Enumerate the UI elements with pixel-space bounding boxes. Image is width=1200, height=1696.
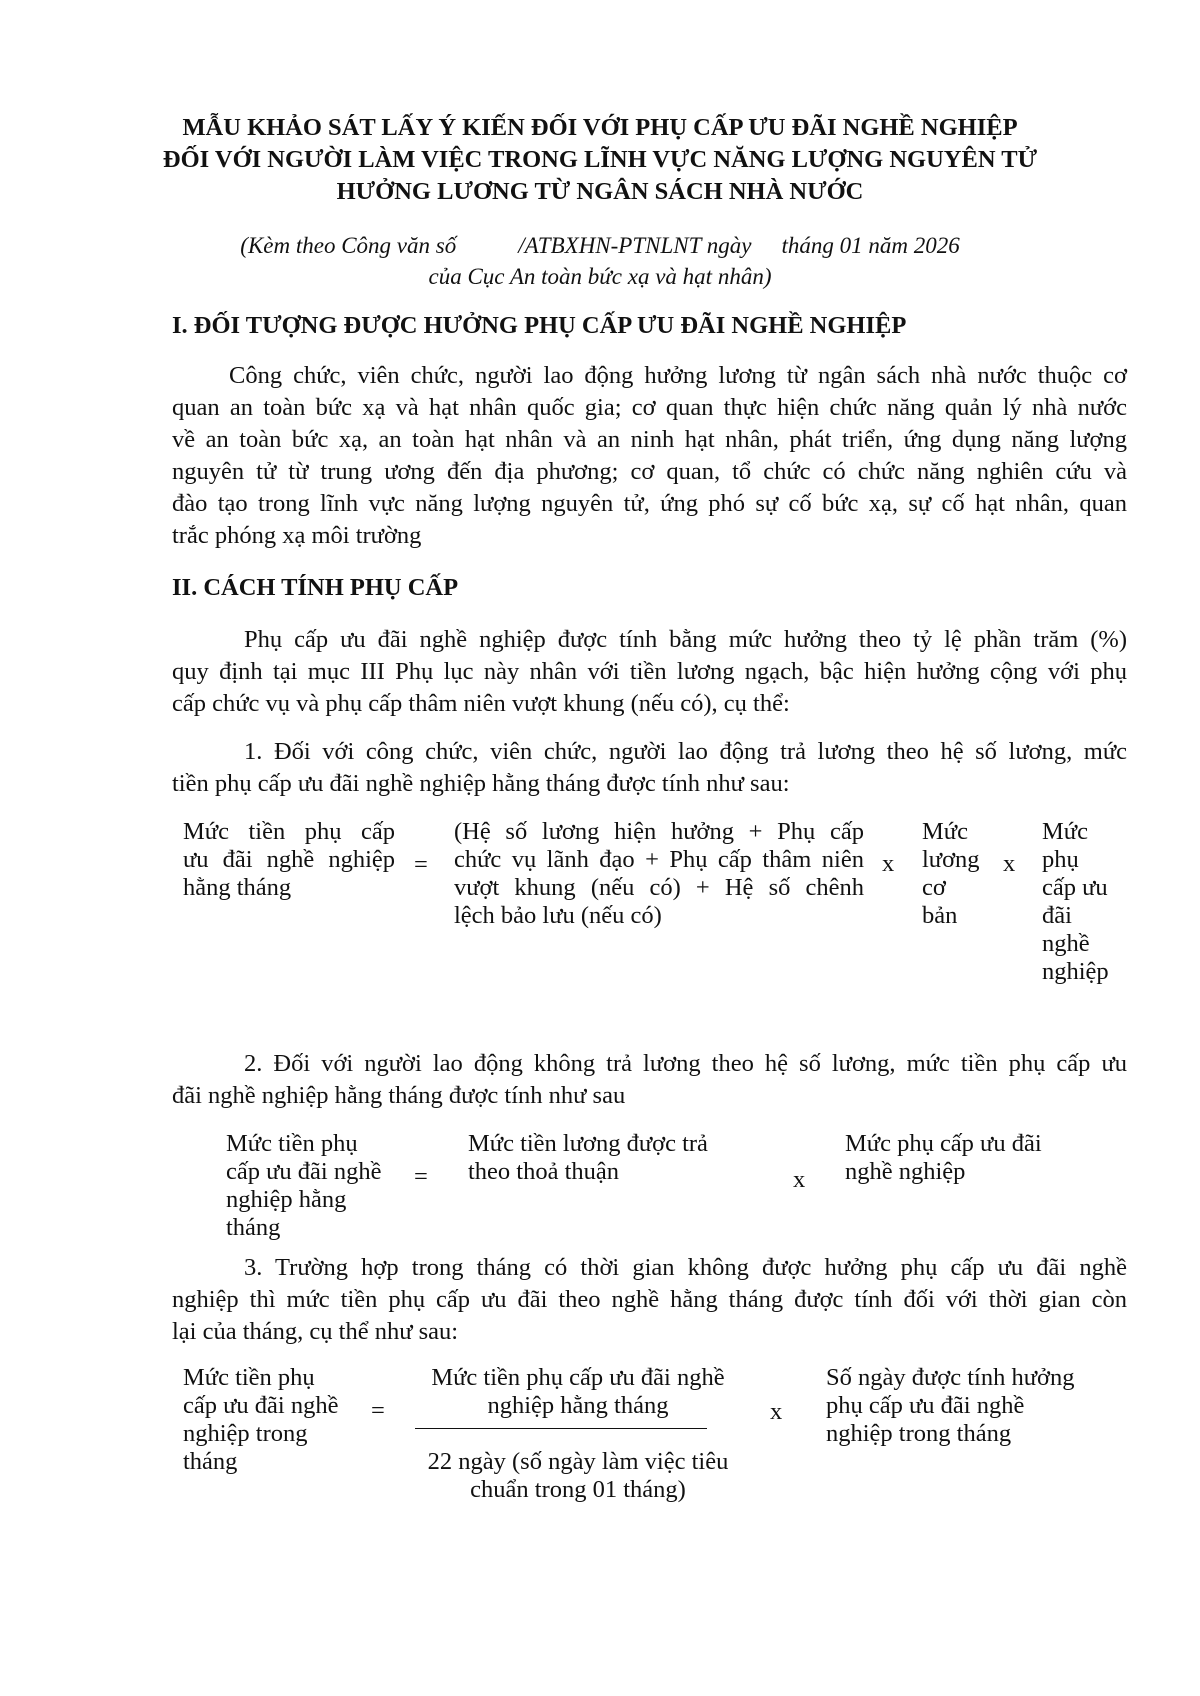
formula-text: Mức phụ cấp ưu đãi bbox=[845, 1130, 1042, 1157]
formula-text: chức vụ lãnh đạo + Phụ cấp thâm niên bbox=[454, 846, 864, 873]
formula-text: Mức tiền phụ cấp bbox=[183, 818, 395, 845]
paragraph-line: nguyên tử từ trung ương đến địa phương; cơ quan, tổ chức có chức năng nghiên cứu và bbox=[172, 458, 1127, 485]
formula-text: theo thoả thuận bbox=[468, 1158, 620, 1185]
paragraph-line: Phụ cấp ưu đãi nghề nghiệp được tính bằng mức hưởng theo tỷ lệ phần trăm (%) bbox=[244, 626, 1127, 653]
formula-text: chuẩn trong 01 tháng) bbox=[470, 1476, 686, 1503]
formula-text: phụ cấp ưu đãi nghề bbox=[826, 1392, 1025, 1419]
formula-1-right bbox=[1042, 818, 1132, 986]
formula-text: 22 ngày (số ngày làm việc tiêu bbox=[427, 1448, 729, 1475]
formula-text: bản bbox=[922, 902, 958, 929]
paragraph-line: nghiệp thì mức tiền phụ cấp ưu đãi theo nghề hằng tháng được tính đối với thời gian còn bbox=[172, 1286, 1127, 1313]
paragraph-line: đãi nghề nghiệp hằng tháng được tính như sau bbox=[172, 1082, 626, 1109]
formula-text: phụ bbox=[1042, 846, 1079, 873]
formula-text: Mức bbox=[922, 818, 968, 845]
formula-3-left bbox=[183, 1364, 368, 1476]
formula-text: lệch bảo lưu (nếu có) bbox=[454, 902, 662, 929]
paragraph-line: đào tạo trong lĩnh vực năng lượng nguyên tử, ứng phó sự cố bức xạ, sự cố hạt nhân, quan bbox=[172, 490, 1127, 517]
formula-text: nghiệp trong tháng bbox=[826, 1420, 1012, 1447]
title-line-3: HƯỞNG LƯƠNG TỪ NGÂN SÁCH NHÀ NƯỚC bbox=[336, 178, 864, 205]
multiply-sign: x bbox=[793, 1166, 806, 1193]
formula-text: vượt khung (nếu có) + Hệ số chênh bbox=[454, 874, 864, 901]
formula-text: Số ngày được tính hưởng bbox=[826, 1364, 1075, 1391]
formula-2-middle bbox=[468, 1130, 768, 1186]
paragraph-line: lại của tháng, cụ thể như sau: bbox=[172, 1318, 459, 1345]
subtitle-line-1 bbox=[100, 231, 1100, 261]
formula-text: Mức tiền phụ bbox=[183, 1364, 315, 1391]
formula-text: cấp ưu đãi nghề bbox=[183, 1392, 339, 1419]
equals-sign: = bbox=[371, 1397, 385, 1424]
multiply-sign: x bbox=[1003, 850, 1016, 877]
formula-text: Mức bbox=[1042, 818, 1088, 845]
formula-text: nghề nghiệp bbox=[845, 1158, 966, 1185]
formula-text: cấp ưu bbox=[1042, 874, 1108, 901]
formula-3 bbox=[0, 1364, 1200, 1524]
title-line-2: ĐỐI VỚI NGƯỜI LÀM VIỆC TRONG LĨNH VỰC NĂNG LƯỢNG NGUYÊN TỬ bbox=[162, 146, 1038, 173]
fraction-bar bbox=[415, 1428, 707, 1429]
fraction-numerator bbox=[408, 1364, 748, 1420]
paragraph-line: 2. Đối với người lao động không trả lương theo hệ số lương, mức tiền phụ cấp ưu bbox=[244, 1050, 1127, 1077]
formula-1 bbox=[0, 818, 1200, 998]
formula-text: Mức tiền phụ cấp ưu đãi nghề bbox=[431, 1364, 725, 1391]
section-1-paragraph bbox=[172, 360, 1127, 552]
item-2-paragraph bbox=[172, 1048, 1127, 1112]
formula-text: nghiệp hằng tháng bbox=[487, 1392, 669, 1419]
formula-text: cấp ưu đãi nghề bbox=[226, 1158, 382, 1185]
subtitle-part-1: (Kèm theo Công văn số bbox=[240, 233, 457, 258]
paragraph-line: tiền phụ cấp ưu đãi nghề nghiệp hằng tháng được tính như sau: bbox=[172, 770, 790, 797]
formula-text: nghề bbox=[1042, 930, 1090, 957]
item-1-paragraph bbox=[172, 736, 1127, 800]
paragraph-line: Công chức, viên chức, người lao động hưởng lương từ ngân sách nhà nước thuộc cơ bbox=[229, 362, 1127, 389]
title-line-1: MẪU KHẢO SÁT LẤY Ý KIẾN ĐỐI VỚI PHỤ CẤP ƯU ĐÃI NGHỀ NGHIỆP bbox=[182, 114, 1018, 141]
formula-text: ưu đãi nghề nghiệp bbox=[183, 846, 395, 873]
formula-text: (Hệ số lương hiện hưởng + Phụ cấp bbox=[454, 818, 864, 845]
section-2-heading: II. CÁCH TÍNH PHỤ CẤP bbox=[172, 574, 459, 601]
paragraph-line: quan an toàn bức xạ và hạt nhân quốc gia; cơ quan thực hiện chức năng quản lý nhà nước bbox=[172, 394, 1127, 421]
formula-1-left bbox=[183, 818, 395, 902]
formula-text: nghiệp hằng bbox=[226, 1186, 347, 1213]
formula-text: nghiệp bbox=[1042, 958, 1109, 985]
multiply-sign: x bbox=[770, 1398, 783, 1425]
section-1-heading: I. ĐỐI TƯỢNG ĐƯỢC HƯỞNG PHỤ CẤP ƯU ĐÃI NGHỀ NGHIỆP bbox=[172, 312, 907, 339]
formula-text: Mức tiền phụ bbox=[226, 1130, 358, 1157]
paragraph-line: 3. Trường hợp trong tháng có thời gian không được hưởng phụ cấp ưu đãi nghề bbox=[244, 1254, 1127, 1281]
formula-2-right bbox=[845, 1130, 1105, 1186]
paragraph-line: cấp chức vụ và phụ cấp thâm niên vượt khung (nếu có), cụ thể: bbox=[172, 690, 790, 717]
equals-sign: = bbox=[414, 1163, 428, 1190]
formula-2-left bbox=[226, 1130, 406, 1242]
formula-text: Mức tiền lương được trả bbox=[468, 1130, 708, 1157]
document-title bbox=[100, 112, 1100, 208]
multiply-sign: x bbox=[882, 850, 895, 877]
paragraph-line: về an toàn bức xạ, an toàn hạt nhân và an ninh hạt nhân, phát triển, ứng dụng năng lượng bbox=[172, 426, 1127, 453]
formula-text: tháng bbox=[183, 1448, 238, 1475]
subtitle-part-2: /ATBXHN-PTNLNT ngày bbox=[518, 233, 752, 258]
formula-3-right bbox=[826, 1364, 1116, 1448]
formula-text: tháng bbox=[226, 1214, 281, 1241]
equals-sign: = bbox=[414, 851, 428, 878]
paragraph-line: 1. Đối với công chức, viên chức, người lao động trả lương theo hệ số lương, mức bbox=[244, 738, 1127, 765]
subtitle-part-3: tháng 01 năm 2026 bbox=[781, 233, 960, 258]
item-3-paragraph bbox=[172, 1252, 1127, 1348]
paragraph-line: trắc phóng xạ môi trường bbox=[172, 522, 422, 549]
subtitle-line-2: của Cục An toàn bức xạ và hạt nhân) bbox=[428, 264, 772, 289]
formula-text: cơ bbox=[922, 874, 946, 901]
formula-text: hằng tháng bbox=[183, 874, 292, 901]
formula-2 bbox=[0, 1130, 1200, 1250]
formula-1-middle bbox=[454, 818, 864, 930]
section-2-intro bbox=[172, 624, 1127, 720]
paragraph-line: quy định tại mục III Phụ lục này nhân với tiền lương ngạch, bậc hiện hưởng cộng với phụ bbox=[172, 658, 1127, 685]
formula-text: lương bbox=[922, 846, 980, 873]
formula-text: nghiệp trong bbox=[183, 1420, 308, 1447]
formula-text: đãi bbox=[1042, 902, 1072, 929]
fraction-denominator bbox=[408, 1448, 748, 1504]
formula-1-base-salary bbox=[922, 818, 1002, 930]
